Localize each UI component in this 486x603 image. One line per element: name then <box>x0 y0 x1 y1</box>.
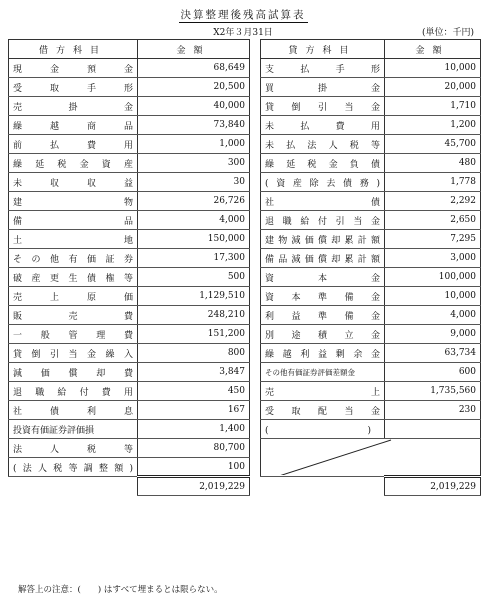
credit-diagonal-cell <box>261 439 481 477</box>
debit-amount: 1,000 <box>138 135 250 154</box>
table-row <box>9 59 481 78</box>
debit-amount: 100 <box>138 458 250 477</box>
credit-amount: 1,735,560 <box>385 382 481 401</box>
header-debit-amount: 金額 <box>138 40 250 59</box>
debit-amount: 73,840 <box>138 116 250 135</box>
debit-account: 繰延税金資産 <box>9 154 138 173</box>
debit-account: 貸倒引当金繰入 <box>9 344 138 363</box>
credit-amount: 100,000 <box>385 268 481 287</box>
table-row <box>9 382 481 401</box>
credit-amount: 600 <box>385 363 481 382</box>
debit-account: 繰越商品 <box>9 116 138 135</box>
table-row <box>9 192 481 211</box>
debit-amount: 1,400 <box>138 420 250 439</box>
debit-account: 退職給付費用 <box>9 382 138 401</box>
table-row <box>9 154 481 173</box>
credit-account: 別途積立金 <box>261 325 385 344</box>
table-row <box>9 306 481 325</box>
credit-total: 2,019,229 <box>385 477 481 496</box>
debit-account: 減価償却費 <box>9 363 138 382</box>
document-title: 決算整理後残高試算表 <box>180 9 306 21</box>
credit-account: その他有価証券評価差額金 <box>261 363 385 382</box>
debit-amount: 151,200 <box>138 325 250 344</box>
credit-account-blank[interactable]: ( ) <box>261 420 385 439</box>
table-row <box>9 401 481 420</box>
debit-amount: 248,210 <box>138 306 250 325</box>
table-row <box>9 230 481 249</box>
debit-account: 社債利息 <box>9 401 138 420</box>
credit-amount: 2,650 <box>385 211 481 230</box>
table-row <box>9 249 481 268</box>
credit-amount: 1,200 <box>385 116 481 135</box>
document-date: X2年３月31日 <box>213 28 273 38</box>
credit-account: 退職給付引当金 <box>261 211 385 230</box>
table-row <box>9 116 481 135</box>
credit-amount: 480 <box>385 154 481 173</box>
debit-total: 2,019,229 <box>138 477 250 496</box>
credit-account: 売上 <box>261 382 385 401</box>
debit-amount: 450 <box>138 382 250 401</box>
debit-amount: 3,847 <box>138 363 250 382</box>
credit-account: 利益準備金 <box>261 306 385 325</box>
credit-account: 受取配当金 <box>261 401 385 420</box>
credit-account: 未払法人税等 <box>261 135 385 154</box>
debit-amount: 300 <box>138 154 250 173</box>
debit-amount: 1,129,510 <box>138 287 250 306</box>
table-row <box>9 287 481 306</box>
debit-amount: 800 <box>138 344 250 363</box>
header-credit-account: 貸方科目 <box>261 40 385 59</box>
debit-account: 受取手形 <box>9 78 138 97</box>
debit-account: 一般管理費 <box>9 325 138 344</box>
unit-label: (単位：千円) <box>421 28 474 38</box>
credit-account: 建物減価償却累計額 <box>261 230 385 249</box>
credit-amount: 2,292 <box>385 192 481 211</box>
debit-account: (法人税等調整額) <box>9 458 138 477</box>
table-row <box>9 344 481 363</box>
debit-amount: 17,300 <box>138 249 250 268</box>
credit-account: 支払手形 <box>261 59 385 78</box>
trial-balance-table <box>8 39 481 496</box>
debit-amount: 68,649 <box>138 59 250 78</box>
credit-amount: 63,734 <box>385 344 481 363</box>
table-row <box>9 97 481 116</box>
debit-account: 前払費用 <box>9 135 138 154</box>
credit-account: 資本金 <box>261 268 385 287</box>
debit-amount: 500 <box>138 268 250 287</box>
table-row <box>9 173 481 192</box>
totals-row <box>9 477 481 496</box>
debit-amount: 20,500 <box>138 78 250 97</box>
debit-amount: 30 <box>138 173 250 192</box>
table-header-row <box>9 40 481 59</box>
credit-amount: 1,778 <box>385 173 481 192</box>
debit-amount: 4,000 <box>138 211 250 230</box>
table-row <box>9 211 481 230</box>
debit-account: その他有価証券 <box>9 249 138 268</box>
credit-amount: 10,000 <box>385 59 481 78</box>
debit-account: 売上原価 <box>9 287 138 306</box>
credit-account: 買掛金 <box>261 78 385 97</box>
credit-amount: 7,295 <box>385 230 481 249</box>
diagonal-line <box>261 439 481 477</box>
table-row <box>9 135 481 154</box>
debit-account: 土地 <box>9 230 138 249</box>
table-row <box>9 325 481 344</box>
table-row <box>9 439 481 458</box>
debit-account: 法人税等 <box>9 439 138 458</box>
credit-amount: 9,000 <box>385 325 481 344</box>
credit-account: 貸倒引当金 <box>261 97 385 116</box>
debit-account: 備品 <box>9 211 138 230</box>
debit-account: 建物 <box>9 192 138 211</box>
credit-amount: 3,000 <box>385 249 481 268</box>
table-row <box>9 78 481 97</box>
header-debit-account: 借方科目 <box>9 40 138 59</box>
credit-amount: 45,700 <box>385 135 481 154</box>
table-row <box>9 363 481 382</box>
debit-amount: 167 <box>138 401 250 420</box>
debit-amount: 26,726 <box>138 192 250 211</box>
debit-account: 現金預金 <box>9 59 138 78</box>
column-gap <box>250 40 261 59</box>
debit-account: 売掛金 <box>9 97 138 116</box>
credit-amount: 4,000 <box>385 306 481 325</box>
credit-amount: 1,710 <box>385 97 481 116</box>
debit-amount: 40,000 <box>138 97 250 116</box>
credit-amount-blank[interactable] <box>385 420 481 439</box>
credit-account: (資産除去債務) <box>261 173 385 192</box>
header-credit-amount: 金額 <box>385 40 481 59</box>
debit-account: 破産更生債権等 <box>9 268 138 287</box>
credit-account: 社債 <box>261 192 385 211</box>
debit-account: 販売費 <box>9 306 138 325</box>
answer-note: 解答上の注意：( ) はすべて埋まるとは限らない。 <box>18 585 223 595</box>
debit-account: 未収収益 <box>9 173 138 192</box>
credit-account: 資本準備金 <box>261 287 385 306</box>
debit-amount: 80,700 <box>138 439 250 458</box>
credit-amount: 20,000 <box>385 78 481 97</box>
credit-account: 未払費用 <box>261 116 385 135</box>
table-row <box>9 268 481 287</box>
credit-amount: 10,000 <box>385 287 481 306</box>
credit-account: 繰延税金負債 <box>261 154 385 173</box>
credit-account: 繰越利益剰余金 <box>261 344 385 363</box>
table-row <box>9 420 481 439</box>
debit-amount: 150,000 <box>138 230 250 249</box>
credit-account: 備品減価償却累計額 <box>261 249 385 268</box>
credit-amount: 230 <box>385 401 481 420</box>
debit-account: 投資有価証券評価損 <box>9 420 138 439</box>
